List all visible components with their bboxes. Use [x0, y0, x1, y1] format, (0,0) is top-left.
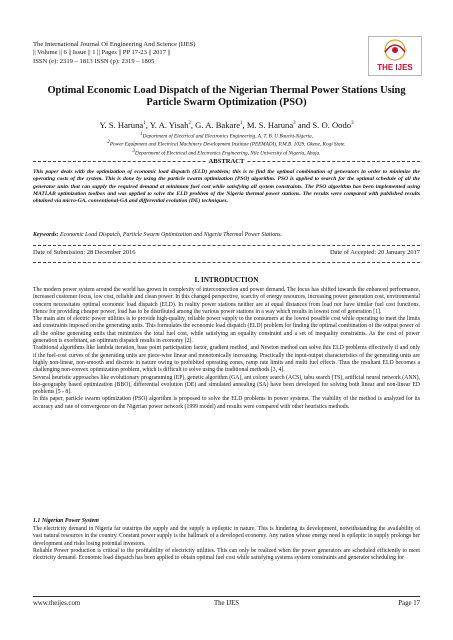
author: M. S. Haruna$^3$ and	[246, 119, 313, 130]
author: G. A. Bakare$^1$,	[195, 119, 247, 130]
paragraph: The main aim of electric power utilities is to provide high-quality, reliable power supply to the consumers at the lowest possible cost while operating to meet the limits and constraints imposed on the generating units. This formulates the economic load dispatch (ELD) problem for finding the optimal combination of the output power of all the online generating units that minimizes the total fuel cost, while satisfying an equality constraint and a set of inequality constraints. As the cost of power generation is exorbitant, an optimum dispatch results in economy [2].	[33, 316, 420, 345]
author: S. O. Oodo$^3$	[312, 119, 354, 130]
abstract-text: This paper deals with the optimization of economic load dispatch (ELD) problem; this is to find the optimal combination of generators in order to minimize the operating costs of the system. This is done by using the particle swarm optimization (PSO) algorithm. PSO is applied to search for the optimal schedule of all the generator units that can supply the required demand at minimum fuel cost while satisfying all system constraints. The PSO algorithm has been implemented using MATLAB optimization toolbox and was applied to solve the ELD problem of the Nigeria thermal power stations. The results were compared with published results obtained via micro-GA, conventional-GA and differential evolution (DE) techniques.	[33, 169, 420, 205]
divider	[33, 262, 420, 263]
affiliation: $^2$Power Equipment and Electrical Machinery Development Institute (PEEMADI), P.M.B. 1029, Okene, Kogi State.	[107, 140, 346, 149]
journal-name: The International Journal Of Engineering And Science (IJES)	[33, 41, 196, 48]
introduction-body	[33, 287, 420, 411]
paragraph: The modern power system around the world has grown in complexity of interconnection and power demand. The focus has shifted towards the enhanced performance, increased customer focus, low cost, reliable and clean power. In this changed perspective, scarcity of energy resources, increasing power generation cost, environmental concern necessitates optimal economic load dispatch (ELD). In reality power stations neither are at equal distances from load nor have similar fuel cost functions. Hence for providing cheaper power, load has to be distributed among the various power stations in a way which results in lowest cost of generation [1].	[33, 287, 420, 315]
paragraph: In this paper, particle swarm optimization (PSO) algorithm is proposed to solve the ELD problems in power systems. The viability of the method is analyzed for its accuracy and rate of convergence on the Nigerian power network (1999 model) and results were compared with other heuristics methods.	[33, 396, 420, 410]
abstract-heading: ABSTRACT	[208, 158, 245, 165]
submission-date: Date of Submission: 28 December 2016	[33, 249, 136, 256]
footer-divider	[33, 596, 420, 597]
affiliation: $^1$Department of Electrical and Electronics Engineering, A. T. B. U Bauchi-Nigeria,	[140, 132, 313, 140]
volume-info: || Volume || 6 || Issue || 1 || Pages || PP 17-23 || 2017 ||	[33, 49, 171, 57]
accepted-date: Date of Accepted: 20 January 2017	[330, 249, 420, 256]
section-heading: I. INTRODUCTION	[194, 276, 259, 284]
subsection-heading: 1.1 Nigerian Power System	[33, 518, 99, 524]
issn-info: ISSN (e): 2319 – 1813 ISSN (p): 2319 – 1805	[33, 57, 155, 65]
paragraph: The electricity demand in Nigeria far outstrips the supply and the supply is epileptic in nature. This is hindering its development, notwithstanding the availability of vast natural resources in the country. Constant power supply is the hallmark of a developed economy. Any nation whose energy need is epileptic in supply prolongs her development and risks losing potential investors.	[33, 526, 420, 547]
divider	[33, 245, 420, 246]
author: Y. A. Yisah$^2$,	[149, 119, 196, 130]
keywords	[33, 232, 420, 240]
footer-journal: The IJES	[213, 600, 240, 607]
keywords-text: Economic Load Dispatch, Particle Swarm Optimization and Nigeria Thermal Power Stations.	[60, 232, 282, 238]
author-list	[33, 119, 420, 130]
page-number: Page 17	[398, 600, 420, 607]
paragraph: Reliable Power production is critical to the profitability of electricity utilities. This can only be realized when the power generators are scheduled efficiently to meet electricity demand. Economic load dispatch has been applied to obtain optimal fuel cost while satisfying systems system constraints and generator scheduling for	[33, 547, 420, 562]
abstract-divider	[33, 157, 420, 167]
author: Y. S. Haruna$^1$,	[99, 119, 150, 130]
journal-header	[33, 41, 353, 66]
affiliation: $^3$Department of Electrical and Electronics Engineering, Nile University of Nigeria, Abuja.	[132, 148, 321, 157]
paragraph: Several heuristic approaches like evolutionary programming (EP), genetic algorithm (GA), ant colony search (ACS), tabu search (TS), artificial neural network (ANN), bio-geography based optimization (BBO), differential evolution (DE) and simulated annealing (SA) have been developed for solving both linear and non-linear ED problems [5 - 8].	[33, 374, 420, 396]
paragraph: Traditional algorithms like lambda iteration, base point participation factor, gradient method, and Newton method can solve this ELD problems effectively if and only if the fuel-cost curves of the generating units are piece-wise linear and monotonically increasing. Practically the input-output characteristics of the generating units are highly non-linear, non-smooth and discrete in nature owing to prohibited operating zones, ramp rate limits and multi fuel effects. Thus the resultant ELD becomes a challenging non-convex optimization problem, which is difficult to solve using the traditional methods [3, 4].	[33, 345, 420, 374]
journal-logo	[368, 36, 422, 76]
affiliations	[33, 132, 420, 157]
subsection-body	[33, 526, 420, 562]
keywords-label: Keywords:	[33, 232, 59, 238]
logo-text: THE IJES	[377, 63, 413, 72]
paper-title: Optimal Economic Load Dispatch of the Nigerian Thermal Power Stations Using Particle Swarm Optimization (PSO)	[47, 85, 406, 109]
footer-website[interactable]: www.theijes.com	[33, 600, 81, 607]
